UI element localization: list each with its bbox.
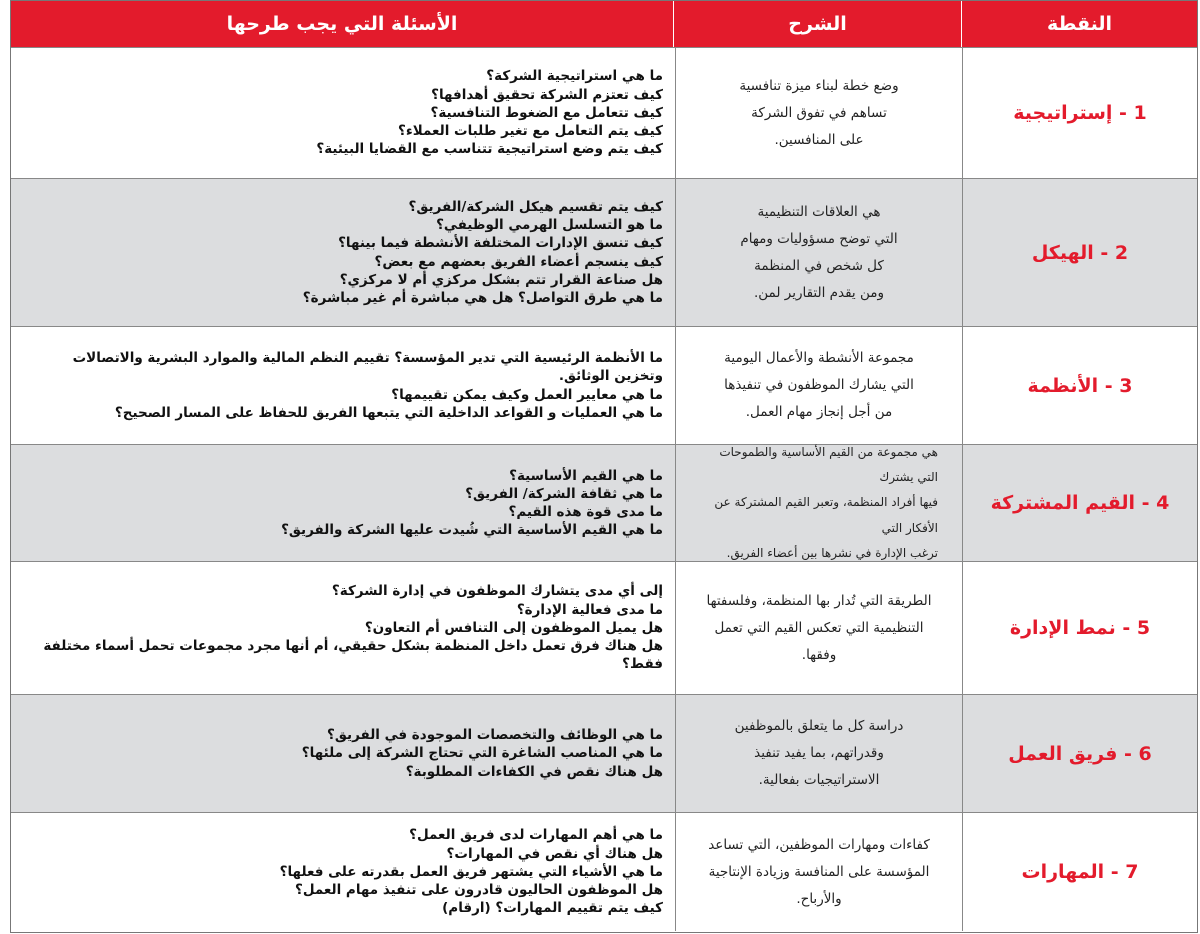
question-item: ما هي ثقافة الشركة/ الفريق؟ — [465, 485, 663, 502]
explanation-line: المؤسسة على المنافسة وزيادة الإنتاجية — [708, 863, 930, 880]
question-item: كيف يتم تقييم المهارات؟ (ارقام) — [442, 900, 663, 917]
row-questions — [11, 445, 675, 561]
question-item: ما هي أهم المهارات لدى فريق العمل؟ — [409, 827, 663, 844]
row-questions — [11, 813, 675, 931]
explanation-line: مجموعة الأنشطة والأعمال اليومية — [724, 350, 914, 366]
question-item: كيف يتم تقسيم هيكل الشركة/الفريق؟ — [408, 198, 663, 215]
explanation-line: والأرباح. — [796, 890, 842, 907]
row-point: 7 - المهارات — [962, 813, 1197, 931]
explanation-line: تساهم في تفوق الشركة — [751, 104, 887, 121]
explanation-line: التي يشارك الموظفون في تنفيذها — [724, 377, 914, 393]
row-explanation — [675, 327, 962, 444]
explanation-line: هي العلاقات التنظيمية — [757, 203, 881, 220]
question-item: ما هو التسلسل الهرمي الوظيفي؟ — [436, 217, 663, 234]
explanation-line: فيها أفراد المنظمة، وتعبر القيم المشتركة عن الأفكار التي — [714, 495, 938, 535]
row-point: 6 - فريق العمل — [962, 695, 1197, 812]
question-item: إلى أي مدى يتشارك الموظفون في إدارة الشركة؟ — [331, 583, 663, 600]
question-item: هل الموظفون الحاليون قادرون على تنفيذ مهام العمل؟ — [294, 882, 663, 899]
question-item: ما هي العمليات و القواعد الداخلية التي يتبعها الفريق للحفاظ على المسار الصحيح؟ — [114, 404, 663, 421]
question-item: هل هناك نقص في الكفاءات المطلوبة؟ — [405, 763, 663, 780]
seven-s-table — [10, 0, 1198, 933]
row-explanation — [675, 48, 962, 178]
question-item: كيف تعتزم الشركة تحقيق أهدافها؟ — [431, 86, 663, 103]
row-explanation — [675, 813, 962, 931]
question-item: كيف تتعامل مع الضغوط التنافسية؟ — [430, 104, 663, 121]
explanation-line: كفاءات ومهارات الموظفين، التي تساعد — [708, 836, 930, 853]
explanation-line: وضع خطة لبناء ميزة تنافسية — [739, 77, 899, 94]
row-point: 4 - القيم المشتركة — [962, 445, 1197, 561]
question-item: كيف يتم التعامل مع تغير طلبات العملاء؟ — [397, 123, 663, 140]
table-row — [11, 444, 1197, 561]
question-item: ما هي استراتيجية الشركة؟ — [486, 68, 663, 85]
question-item: هل صناعة القرار تتم بشكل مركزي أم لا مركزي؟ — [339, 271, 663, 288]
explanation-line: الاستراتيجيات بفعالية. — [758, 772, 880, 788]
table-body — [11, 47, 1197, 931]
question-item: ما مدى فعالية الإدارة؟ — [516, 601, 663, 618]
row-point: 2 - الهيكل — [962, 179, 1197, 326]
table-row — [11, 178, 1197, 326]
question-item: ما هي القيم الأساسية التي شُيدت عليها الشركة والفريق؟ — [281, 522, 663, 539]
explanation-line: الطريقة التي تُدار بها المنظمة، وفلسفتها — [706, 592, 932, 609]
explanation-line: التنظيمية التي تعكس القيم التي تعمل وفقها. — [714, 619, 924, 663]
row-explanation — [675, 562, 962, 694]
explanation-line: ومن يقدم التقارير لمن. — [753, 284, 885, 301]
question-item: ما هي المناصب الشاغرة التي تحتاج الشركة إلى ملئها؟ — [301, 745, 663, 762]
row-questions — [11, 327, 675, 444]
row-questions — [11, 562, 675, 694]
row-questions — [11, 48, 675, 178]
question-item: كيف يتم وضع استراتيجية تتناسب مع القضايا البيئية؟ — [316, 141, 663, 158]
question-item: هل هناك فرق تعمل داخل المنظمة بشكل حقيقي، أم أنها مجرد مجموعات تحمل أسماء مختلفة فقط؟ — [43, 638, 663, 673]
row-questions — [11, 179, 675, 326]
table-row — [11, 47, 1197, 178]
question-item: كيف تنسق الإدارات المختلفة الأنشطة فيما بينها؟ — [338, 235, 663, 252]
table-row — [11, 694, 1197, 812]
question-item: ما الأنظمة الرئيسية التي تدير المؤسسة؟ تقييم النظم المالية والموارد البشرية والاتصالات وتخزين الوثائق. — [72, 350, 663, 385]
question-item: هل يميل الموظفون إلى التنافس أم التعاون؟ — [364, 619, 663, 636]
row-explanation — [675, 695, 962, 812]
question-item: هل هناك أي نقص في المهارات؟ — [446, 845, 663, 862]
table-row — [11, 561, 1197, 694]
explanation-line: دراسة كل ما يتعلق بالموظفين — [734, 718, 904, 734]
header-point: النقطة — [961, 1, 1197, 47]
question-item: ما هي معايير العمل وكيف يمكن تقييمها؟ — [391, 386, 663, 403]
question-item: ما هي الوظائف والتخصصات الموجودة في الفريق؟ — [327, 727, 663, 744]
table-row — [11, 326, 1197, 444]
row-point: 1 - إستراتيجية — [962, 48, 1197, 178]
row-point: 3 - الأنظمة — [962, 327, 1197, 444]
explanation-line: ترغب الإدارة في نشرها بين أعضاء الفريق. — [726, 545, 938, 560]
explanation-line: على المنافسين. — [774, 131, 864, 148]
question-item: ما مدى قوة هذه القيم؟ — [508, 504, 663, 520]
explanation-line: وقدراتهم، بما يفيد تنفيذ — [754, 745, 884, 761]
table-row — [11, 812, 1197, 931]
row-explanation — [675, 179, 962, 326]
row-point: 5 - نمط الإدارة — [962, 562, 1197, 694]
header-explanation: الشرح — [673, 1, 961, 47]
row-questions — [11, 695, 675, 812]
explanation-line: هي مجموعة من القيم الأساسية والطموحات التي يشترك — [719, 445, 938, 485]
explanation-line: التي توضح مسؤوليات ومهام — [740, 230, 898, 247]
question-item: ما هي القيم الأساسية؟ — [509, 467, 663, 484]
question-item: ما هي الأشياء التي يشتهر فريق العمل بقدرته على فعلها؟ — [279, 863, 663, 880]
explanation-line: من أجل إنجاز مهام العمل. — [745, 404, 893, 420]
row-explanation — [675, 445, 962, 561]
question-item: ما هي طرق التواصل؟ هل هي مباشرة أم غير مباشرة؟ — [302, 289, 663, 306]
explanation-line: كل شخص في المنظمة — [754, 257, 884, 274]
table-header — [11, 1, 1197, 47]
question-item: كيف ينسجم أعضاء الفريق بعضهم مع بعض؟ — [374, 253, 663, 270]
header-questions: الأسئلة التي يجب طرحها — [226, 13, 458, 35]
